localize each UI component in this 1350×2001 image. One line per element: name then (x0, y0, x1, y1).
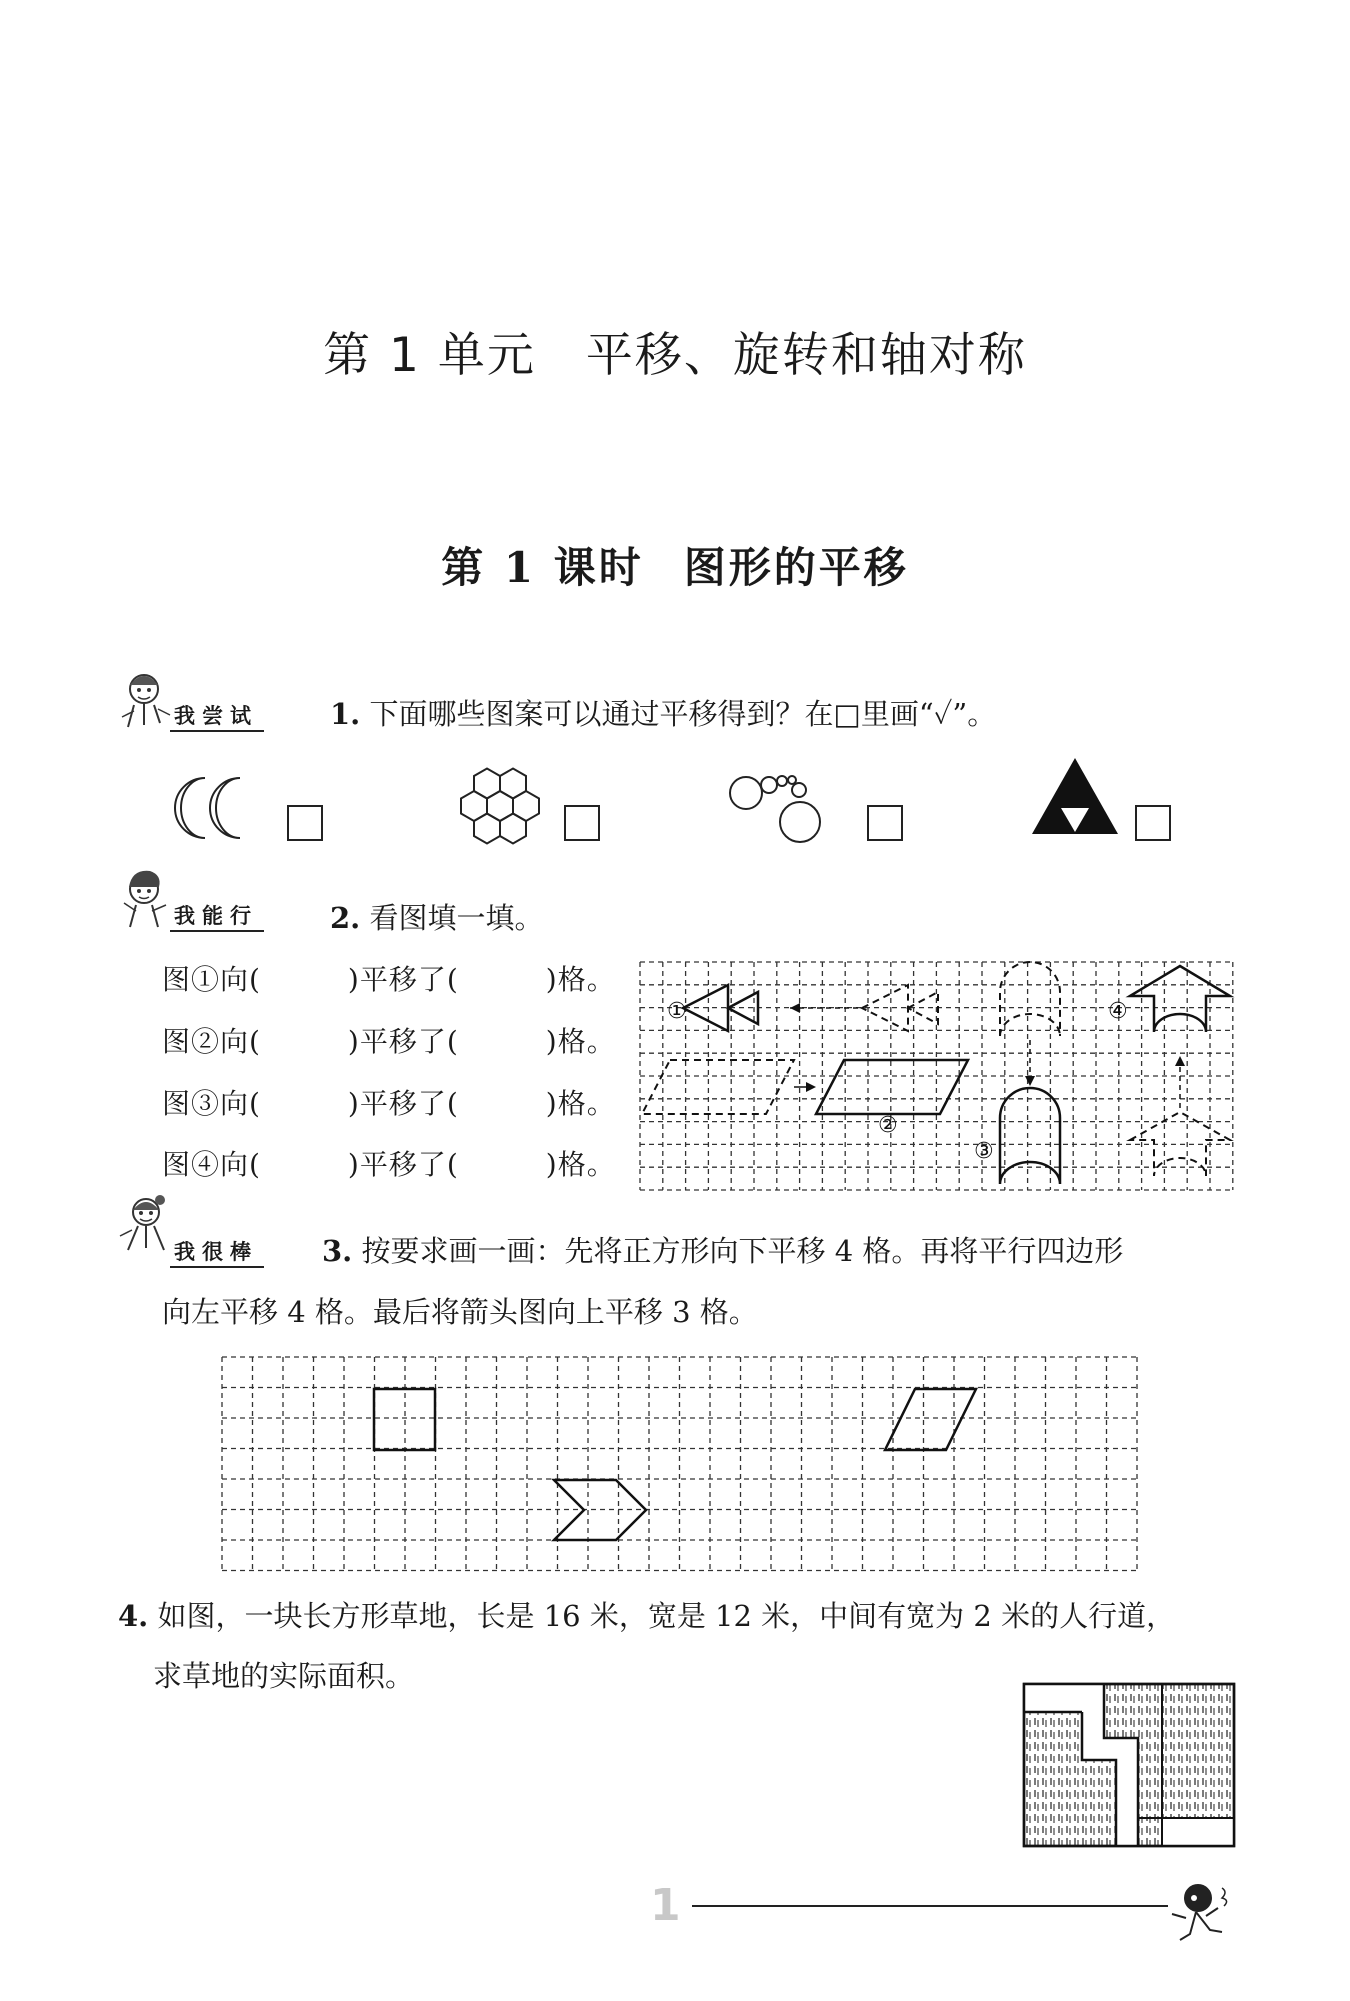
q3-grid (222, 1357, 1137, 1571)
q1-number: 1. (330, 697, 361, 731)
shape4-solid (1130, 966, 1230, 1032)
q3-number: 3. (322, 1234, 353, 1268)
crescent-pattern (175, 778, 240, 838)
lesson-number: 第 1 课时 (441, 543, 644, 592)
q2-fill-line-3[interactable]: 图③向( )平移了( )格。 (162, 1087, 616, 1120)
q4-number: 4. (118, 1599, 149, 1633)
lawn-figure (1024, 1684, 1234, 1846)
q2-badge (170, 900, 264, 930)
q3-question (322, 1231, 1123, 1271)
q2-question (330, 898, 544, 938)
q3-parallelogram (885, 1389, 976, 1450)
shape2-dashed (642, 1060, 794, 1114)
q1-answer-box-1[interactable] (288, 806, 322, 840)
q1-answer-box-3[interactable] (868, 806, 902, 840)
shape1-dashed (862, 985, 938, 1031)
page-number: 1 (650, 1880, 681, 1931)
q3-badge (170, 1236, 264, 1266)
runner-mascot-icon (1172, 1885, 1227, 1940)
q1-text: 下面哪些图案可以通过平移得到？在□里画“✓”。 (369, 697, 997, 731)
shape4-label: ④ (1108, 999, 1128, 1024)
q2-fill-line-4[interactable]: 图④向( )平移了( )格。 (162, 1148, 616, 1181)
q3-shapes (374, 1389, 976, 1540)
triangle-pattern (1032, 758, 1118, 834)
q2-badge-label: 我能行 (170, 904, 264, 932)
q3-line-1: 按要求画一画：先将正方形向下平移 4 格。再将平行四边形 (361, 1234, 1124, 1268)
shape2-label: ② (878, 1113, 898, 1138)
hexagon-pattern (461, 769, 539, 844)
q1-badge-label: 我尝试 (170, 704, 264, 732)
q2-text: 看图填一填。 (369, 901, 544, 935)
q1-answer-box-2[interactable] (565, 806, 599, 840)
q4-line-1: 如图，一块长方形草地，长是 16 米，宽是 12 米，中间有宽为 2 米的人行道， (157, 1599, 1176, 1633)
q3-badge-label: 我很棒 (170, 1240, 264, 1268)
q2-number: 2. (330, 901, 361, 935)
q4-question (118, 1596, 1175, 1636)
q4-line-2: 求草地的实际面积。 (153, 1659, 415, 1693)
q3-line-2: 向左平移 4 格。最后将箭头图向上平移 3 格。 (162, 1295, 758, 1329)
circles-pattern (730, 776, 820, 842)
shape1-label: ① (667, 999, 687, 1024)
lesson-name: 图形的平移 (683, 543, 909, 592)
q2-fill-line-1[interactable]: 图①向( )平移了( )格。 (162, 963, 616, 996)
unit-name: 平移、旋转和轴对称 (585, 328, 1027, 383)
shape2-solid (816, 1060, 968, 1114)
q2-fill-line-2[interactable]: 图②向( )平移了( )格。 (162, 1025, 616, 1058)
shape3-label: ③ (974, 1139, 994, 1164)
q1-answer-box-4[interactable] (1136, 806, 1170, 840)
unit-number: 第 1 单元 (323, 328, 536, 383)
